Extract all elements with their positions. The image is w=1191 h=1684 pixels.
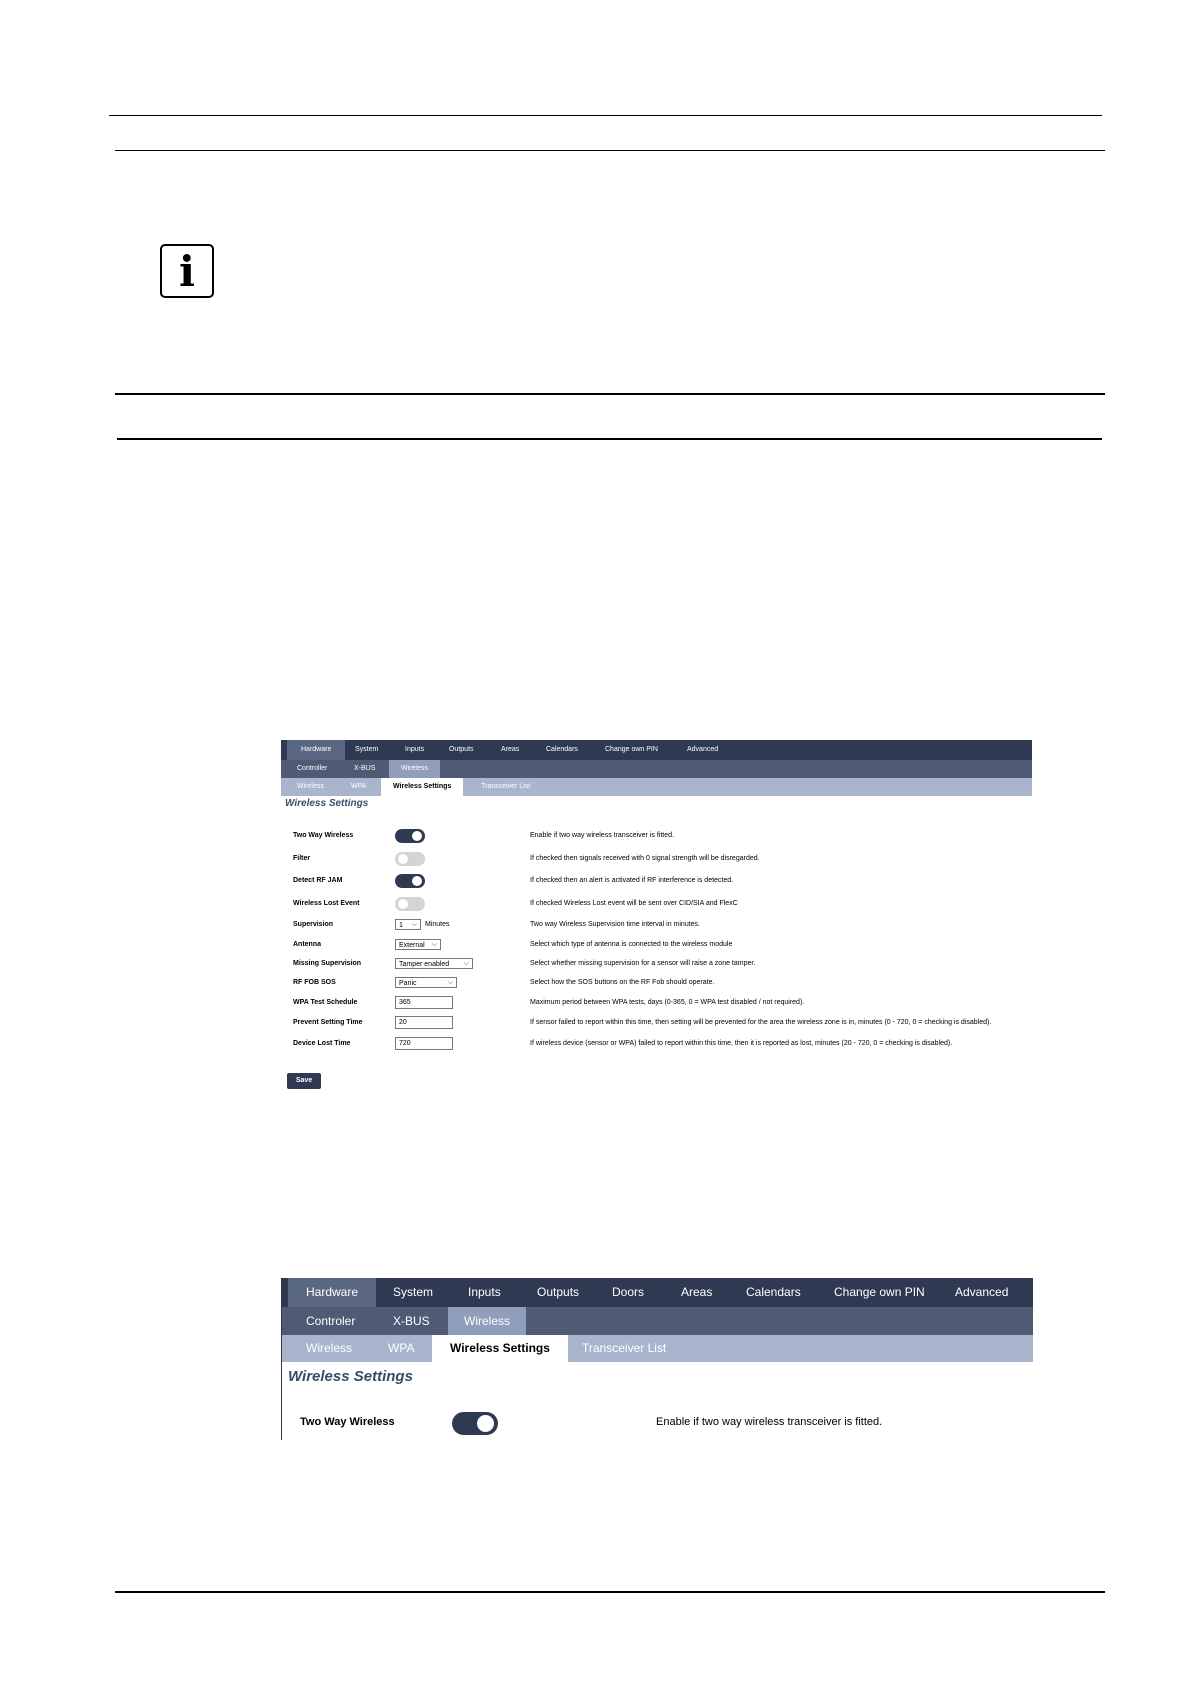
desc-detect-rf-jam: If checked then an alert is activated if RF interference is detected. <box>530 877 734 884</box>
desc-filter: If checked then signals received with 0 signal strength will be disregarded. <box>530 855 760 862</box>
desc-two-way-wireless: Enable if two way wireless transceiver is fitted. <box>656 1416 883 1428</box>
tab-system[interactable]: System <box>393 1285 434 1299</box>
rule-3 <box>117 438 1102 440</box>
missing-supervision-select[interactable]: Tamper enabled ⌵ <box>395 958 473 969</box>
tab-transceiver-list[interactable]: Transceiver List <box>582 1341 667 1355</box>
tab-areas[interactable]: Areas <box>501 746 520 753</box>
desc-missing-supervision: Select whether missing supervision for a sensor will raise a zone tamper. <box>530 960 756 967</box>
tab-calendars[interactable]: Calendars <box>746 1285 801 1299</box>
tab-hardware[interactable]: Hardware <box>287 740 345 760</box>
rule-2 <box>115 393 1105 395</box>
label-supervision: Supervision <box>293 921 334 928</box>
tab-controller[interactable]: Controller <box>297 765 328 772</box>
label-prevent-setting-time: Prevent Setting Time <box>293 1019 363 1026</box>
desc-antenna: Select which type of antenna is connected to the wireless module <box>530 941 733 948</box>
prevent-setting-time-input[interactable]: 20 <box>395 1016 453 1029</box>
info-icon: i <box>160 244 214 298</box>
save-button[interactable]: Save <box>287 1073 321 1089</box>
label-detect-rf-jam: Detect RF JAM <box>293 877 343 884</box>
tab-system[interactable]: System <box>355 746 379 753</box>
tab-wpa[interactable]: WPA <box>388 1341 415 1355</box>
wpa-test-schedule-input[interactable]: 365 <box>395 996 453 1009</box>
tab-wireless-settings[interactable]: Wireless Settings <box>381 778 463 796</box>
tab-outputs[interactable]: Outputs <box>449 746 474 753</box>
tab-controller[interactable]: Controler <box>306 1314 356 1328</box>
sub-nav <box>281 760 1032 778</box>
label-filter: Filter <box>293 855 311 862</box>
tab-wireless-sub[interactable]: Wireless <box>306 1341 353 1355</box>
label-two-way-wireless: Two Way Wireless <box>300 1416 395 1428</box>
label-device-lost-time: Device Lost Time <box>293 1040 351 1047</box>
chevron-down-icon: ⌵ <box>463 960 469 967</box>
tab-change-own-pin[interactable]: Change own PIN <box>605 746 658 753</box>
label-wpa-test-schedule: WPA Test Schedule <box>293 999 358 1006</box>
detect-rf-jam-toggle[interactable] <box>395 874 425 888</box>
tab-wireless[interactable]: Wireless <box>448 1307 526 1335</box>
desc-prevent-setting-time: If sensor failed to report within this time, then setting will be prevented for the area the wireless zone is in, minutes (0 - 720, 0 = checking is disabled). <box>530 1019 992 1026</box>
desc-supervision: Two way Wireless Supervision time interval in minutes. <box>530 921 701 928</box>
top-rule <box>109 115 1102 116</box>
screenshot-wireless-settings <box>281 740 1032 1100</box>
chevron-down-icon: ⌵ <box>431 941 437 948</box>
supervision-select[interactable]: 1 ⌵ <box>395 919 421 930</box>
two-way-wireless-toggle[interactable] <box>452 1412 498 1435</box>
wireless-lost-event-toggle[interactable] <box>395 897 425 911</box>
device-lost-time-input[interactable]: 720 <box>395 1037 453 1050</box>
rf-fob-sos-select[interactable]: Panic ⌵ <box>395 977 457 988</box>
tab-areas[interactable]: Areas <box>681 1285 713 1299</box>
tab-calendars[interactable]: Calendars <box>546 746 578 753</box>
tab-inputs[interactable]: Inputs <box>405 746 425 753</box>
label-antenna: Antenna <box>293 941 321 948</box>
screenshot-wireless-settings-zoomed <box>281 1278 1033 1440</box>
tab-change-own-pin[interactable]: Change own PIN <box>834 1285 925 1299</box>
tab-advanced[interactable]: Advanced <box>955 1285 1009 1299</box>
page-title: Wireless Settings <box>288 1368 413 1385</box>
tab-wireless-sub[interactable]: Wireless <box>297 783 324 790</box>
tab-outputs[interactable]: Outputs <box>537 1285 580 1299</box>
sub-nav <box>282 1307 1033 1335</box>
top-nav <box>282 1278 1033 1307</box>
tab-advanced[interactable]: Advanced <box>687 746 719 753</box>
desc-device-lost-time: If wireless device (sensor or WPA) failed to report within this time, then it is reported as lost, minutes (20 - 720, 0 = checking is disabled). <box>530 1040 953 1047</box>
tab-xbus[interactable]: X-BUS <box>354 765 376 772</box>
desc-wireless-lost-event: If checked Wireless Lost event will be sent over CID/SIA and FlexC <box>530 900 738 907</box>
label-two-way-wireless: Two Way Wireless <box>293 832 354 839</box>
tab-wireless[interactable]: Wireless <box>389 760 440 778</box>
supervision-unit: Minutes <box>425 921 450 928</box>
label-wireless-lost-event: Wireless Lost Event <box>293 900 360 907</box>
page-title: Wireless Settings <box>285 798 369 809</box>
desc-rf-fob-sos: Select how the SOS buttons on the RF Fob should operate. <box>530 979 715 986</box>
antenna-select[interactable]: External ⌵ <box>395 939 441 950</box>
chevron-down-icon: ⌵ <box>447 979 453 986</box>
desc-two-way-wireless: Enable if two way wireless transceiver is fitted. <box>530 832 674 839</box>
sub-sub-nav <box>281 778 1032 796</box>
tab-hardware[interactable]: Hardware <box>288 1278 376 1307</box>
two-way-wireless-toggle[interactable] <box>395 829 425 843</box>
chevron-down-icon: ⌵ <box>411 921 417 928</box>
bottom-rule <box>115 1591 1105 1593</box>
label-missing-supervision: Missing Supervision <box>293 960 362 967</box>
filter-toggle[interactable] <box>395 852 425 866</box>
tab-xbus[interactable]: X-BUS <box>393 1314 430 1328</box>
label-rf-fob-sos: RF FOB SOS <box>293 979 336 986</box>
tab-inputs[interactable]: Inputs <box>468 1285 501 1299</box>
top-nav <box>281 740 1032 760</box>
desc-wpa-test-schedule: Maximum period between WPA tests, days (0-365, 0 = WPA test disabled / not required). <box>530 999 805 1006</box>
tab-transceiver-list[interactable]: Transceiver List <box>481 783 531 790</box>
tab-doors[interactable]: Doors <box>612 1285 645 1299</box>
tab-wpa[interactable]: WPA <box>351 783 367 790</box>
sub-sub-nav <box>282 1335 1033 1362</box>
tab-wireless-settings[interactable]: Wireless Settings <box>432 1335 568 1362</box>
rule-1 <box>115 150 1105 151</box>
